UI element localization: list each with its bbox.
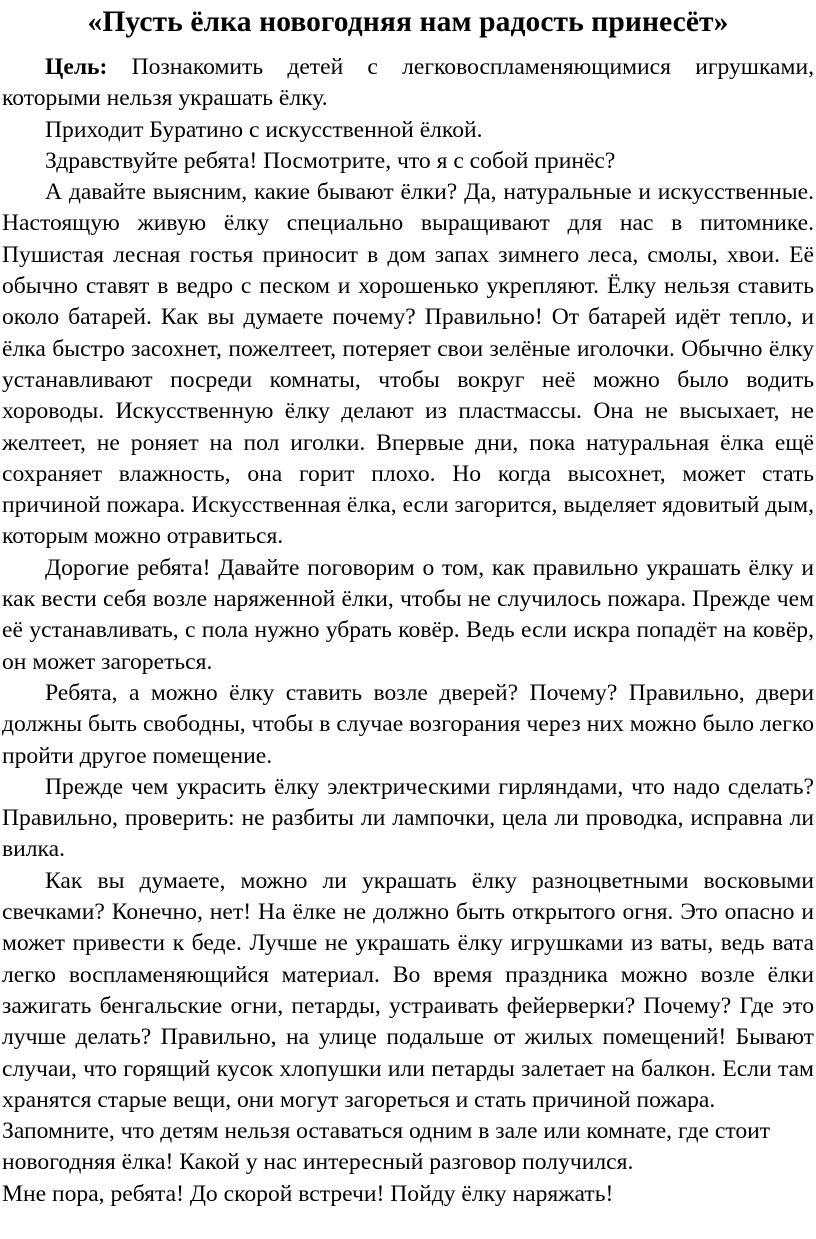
goal-label: Цель: — [45, 54, 108, 80]
document-title: «Пусть ёлка новогодняя нам радость принесёт» — [87, 6, 729, 38]
paragraph: А давайте выясним, какие бывают ёлки? Да, натуральные и искусственные. Настоящую живую ёлку специально выращивают для нас в питомнике. Пушистая лесная гостья приносит в дом запах зимнего леса, смолы, хвои. Её обычно ставят в ведро с песком и хорошенько укрепляют. Ёлку нельзя ставить около батарей. Как вы думаете почему? Правильно! От батарей идёт тепло, и ёлка быстро засохнет, пожелтеет, потеряет свои зелёные иголочки. Обычно ёлку устанавливают посреди комнаты, чтобы вокруг неё можно было водить хороводы. Искусственную ёлку делают из пластмассы. Она не высыхает, не желтеет, не роняет на пол иголки. Впервые дни, пока натуральная ёлка ещё сохраняет влажность, она горит плохо. Но когда высохнет, может стать причиной пожара. Искусственная ёлка, если загорится, выделяет ядовитый дым, которым можно отравиться. — [2, 179, 814, 550]
closing-paragraph: Запомните, что детям нельзя оставаться одним в зале или комнате, где стоит новогодняя ёлка! Какой у нас интересный разговор получился. — [2, 1118, 771, 1176]
goal-paragraph — [2, 52, 814, 115]
paragraph: Дорогие ребята! Давайте поговорим о том, как правильно украшать ёлку и как вести себя возле наряженной ёлки, чтобы не случилось пожара. Прежде чем её устанавливать, с пола нужно убрать ковёр. Ведь если искра попадёт на ковёр, он может загореться. — [2, 554, 814, 675]
closing-paragraph: Мне пора, ребята! До скорой встречи! Пойду ёлку наряжать! — [2, 1180, 614, 1207]
goal-text: Познакомить детей с легковоспламеняющимися игрушками, которыми нельзя украшать ёлку. — [2, 54, 814, 112]
paragraph: Прежде чем украсить ёлку электрическими гирляндами, что надо сделать? Правильно, проверить: не разбиты ли лампочки, цела ли проводка, исправна ли вилка. — [2, 773, 814, 863]
paragraph: Как вы думаете, можно ли украшать ёлку разноцветными восковыми свечками? Конечно, нет! На ёлке не должно быть открытого огня. Это опасно и может привести к беде. Лучше не украшать ёлку игрушками из ваты, ведь вата легко воспламеняющийся материал. Во время праздника можно возле ёлки зажигать бенгальские огни, петарды, устраивать фейерверки? Почему? Где это лучше делать? Правильно, на улице подальше от жилых помещений! Бывают случаи, что горящий кусок хлопушки или петарды залетает на балкон. Если там хранятся старые вещи, они могут загореться и стать причиной пожара. — [2, 867, 814, 1113]
paragraph: Здравствуйте ребята! Посмотрите, что я с собой принёс? — [45, 147, 616, 174]
paragraph: Приходит Буратино с искусственной ёлкой. — [45, 116, 483, 143]
paragraph: Ребята, а можно ёлку ставить возле дверей? Почему? Правильно, двери должны быть свободны, чтобы в случае возгорания через них можно было легко пройти другое помещение. — [2, 679, 814, 769]
document-body — [2, 52, 814, 1210]
